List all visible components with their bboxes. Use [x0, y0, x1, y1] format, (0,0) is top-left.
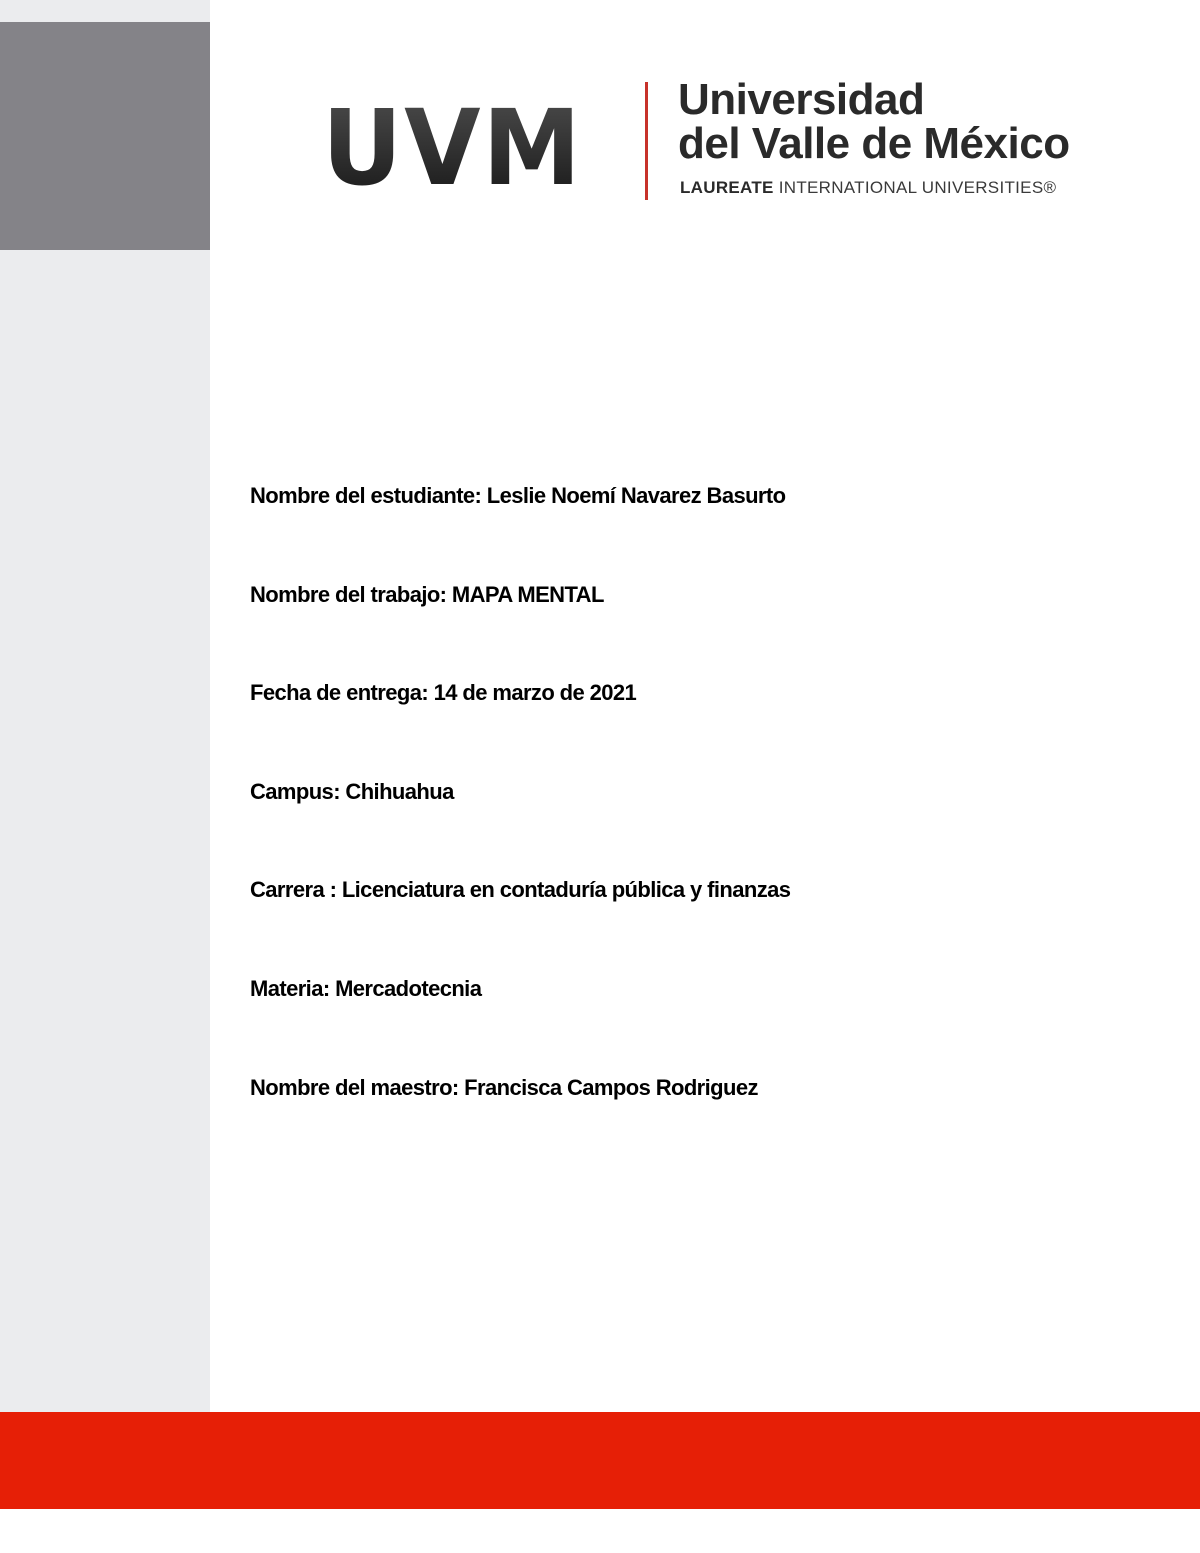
tagline-rest: INTERNATIONAL UNIVERSITIES® — [773, 178, 1057, 197]
campus: Campus: Chihuahua — [250, 779, 454, 804]
uvm-logo-mark: UVM — [322, 87, 583, 209]
university-name-line1: Universidad — [678, 75, 925, 124]
tagline-bold: LAUREATE — [680, 178, 774, 197]
teacher-name: Nombre del maestro: Francisca Campos Rodriguez — [250, 1075, 758, 1100]
left-gray-block — [0, 22, 210, 250]
student-name: Nombre del estudiante: Leslie Noemí Navarez Basurto — [250, 483, 786, 508]
delivery-date: Fecha de entrega: 14 de marzo de 2021 — [250, 680, 637, 705]
career: Carrera : Licenciatura en contaduría pública y finanzas — [250, 877, 791, 902]
bottom-red-bar — [0, 1412, 1200, 1509]
subject: Materia: Mercadotecnia — [250, 976, 482, 1001]
university-name-line2: del Valle de México — [678, 119, 1070, 168]
uvm-logo — [322, 75, 1070, 209]
logo-divider — [645, 82, 648, 200]
work-name: Nombre del trabajo: MAPA MENTAL — [250, 582, 604, 607]
laureate-tagline — [680, 178, 1056, 198]
